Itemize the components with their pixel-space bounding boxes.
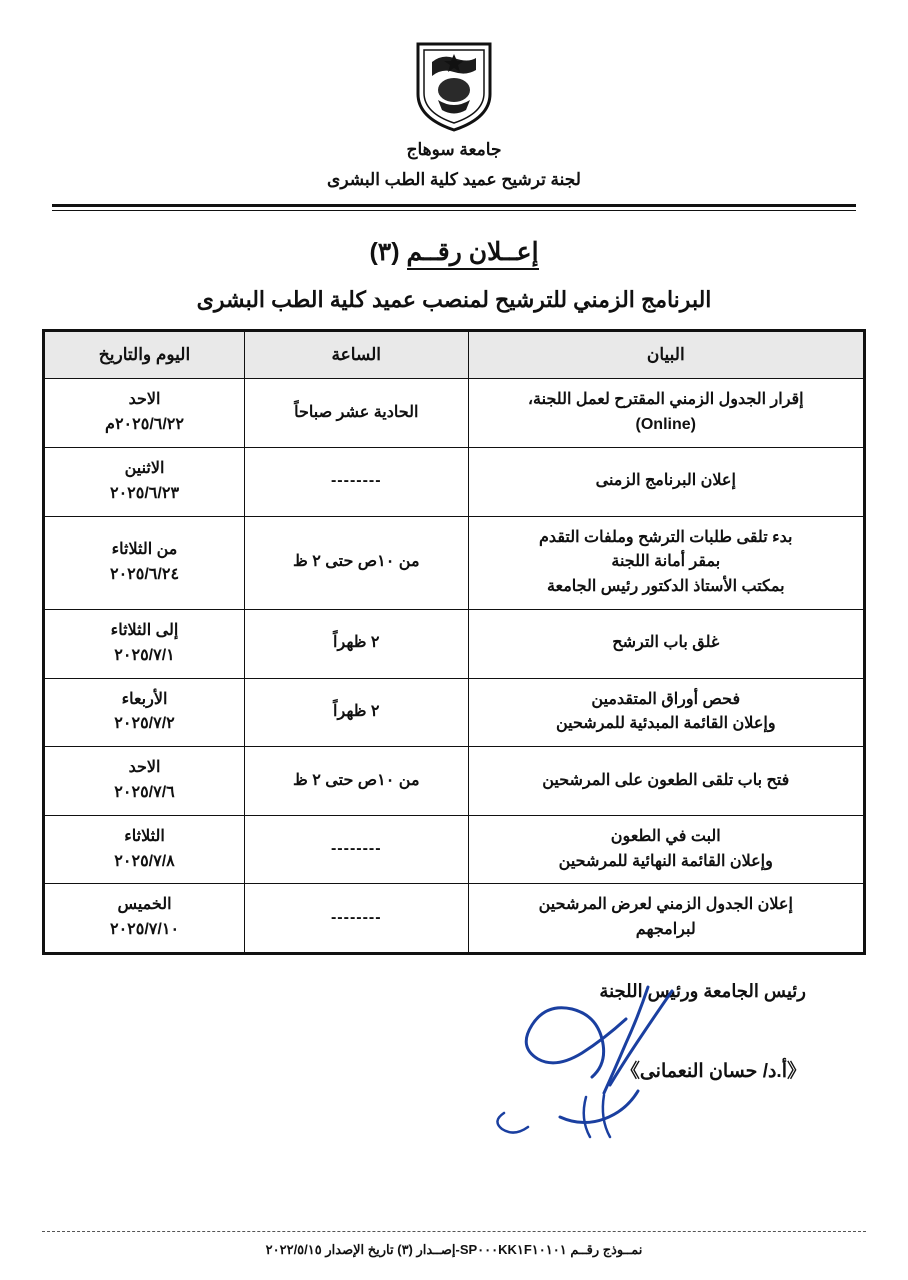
desc-line-2: بمقر أمانة اللجنة bbox=[611, 553, 721, 571]
desc-line-2: لبرامجهم bbox=[635, 921, 696, 939]
cell-date bbox=[44, 747, 245, 816]
header-divider bbox=[52, 204, 856, 211]
cell-time: ٢ ظهراً bbox=[245, 609, 469, 678]
cell-desc bbox=[468, 747, 864, 816]
desc-line-1: بدء تلقى طلبات الترشح وملفات التقدم bbox=[539, 528, 793, 546]
schedule-table bbox=[42, 329, 866, 955]
table-row bbox=[44, 815, 865, 884]
signature-role: رئيس الجامعة ورئيس اللجنة bbox=[599, 980, 806, 1001]
desc-line-2: وإعلان القائمة النهائية للمرشحين bbox=[558, 852, 773, 870]
desc-line-2: وإعلان القائمة المبدئية للمرشحين bbox=[555, 715, 776, 733]
cell-day: الاثنين bbox=[124, 459, 165, 477]
cell-day: الاحد bbox=[128, 391, 161, 409]
footer-divider bbox=[42, 1231, 866, 1232]
announcement-heading bbox=[42, 237, 866, 267]
cell-date-value: ٢٠٢٥/٧/٦ bbox=[114, 783, 175, 801]
cell-desc bbox=[468, 884, 864, 954]
cell-desc bbox=[468, 516, 864, 609]
cell-desc bbox=[468, 678, 864, 747]
column-header-desc: البيان bbox=[468, 331, 864, 379]
table-row bbox=[44, 516, 865, 609]
table-row bbox=[44, 884, 865, 954]
cell-day: إلى الثلاثاء bbox=[110, 621, 179, 639]
announcement-number: (٣) bbox=[369, 238, 400, 266]
table-row bbox=[44, 609, 865, 678]
cell-time: -------- bbox=[245, 815, 469, 884]
cell-date-value: ٢٠٢٥/٧/٢ bbox=[114, 715, 175, 733]
cell-day: الخميس bbox=[117, 896, 172, 914]
cell-day: من الثلاثاء bbox=[111, 540, 178, 558]
cell-desc bbox=[468, 609, 864, 678]
cell-date bbox=[44, 815, 245, 884]
cell-date-value: ٢٠٢٥/٦/٢٤ bbox=[109, 565, 180, 583]
committee-name: لجنة ترشيح عميد كلية الطب البشرى bbox=[327, 170, 581, 189]
cell-desc bbox=[468, 815, 864, 884]
desc-line-1: إقرار الجدول الزمني المقترح لعمل اللجنة، bbox=[527, 391, 804, 409]
table-row bbox=[44, 747, 865, 816]
cell-desc bbox=[468, 379, 864, 448]
cell-time: الحادية عشر صباحاً bbox=[245, 379, 469, 448]
announcement-label: إعــلان رقــم bbox=[407, 238, 539, 270]
cell-date-value: ٢٠٢٥/٦/٢٣ bbox=[109, 484, 180, 502]
cell-time: من ١٠ص حتى ٢ ظ bbox=[245, 747, 469, 816]
desc-line-1: غلق باب الترشح bbox=[612, 634, 720, 652]
desc-line-3: بمكتب الأستاذ الدكتور رئيس الجامعة bbox=[546, 578, 785, 596]
table-row bbox=[44, 379, 865, 448]
desc-line-1: إعلان الجدول الزمني لعرض المرشحين bbox=[538, 896, 793, 914]
desc-line-1: فتح باب تلقى الطعون على المرشحين bbox=[542, 771, 790, 789]
desc-line-1: فحص أوراق المتقدمين bbox=[591, 690, 741, 708]
cell-day: الأربعاء bbox=[121, 690, 168, 708]
logo-container bbox=[42, 0, 866, 134]
column-header-date: اليوم والتاريخ bbox=[44, 331, 245, 379]
cell-desc bbox=[468, 447, 864, 516]
cell-day: الاحد bbox=[128, 759, 161, 777]
cell-date bbox=[44, 379, 245, 448]
column-header-time: الساعة bbox=[245, 331, 469, 379]
cell-date bbox=[44, 678, 245, 747]
desc-line-2: (Online) bbox=[635, 416, 696, 434]
table-header bbox=[44, 331, 865, 379]
desc-line-1: إعلان البرنامج الزمنى bbox=[595, 472, 736, 490]
cell-date bbox=[44, 884, 245, 954]
footer-form-code: نمــوذج رقــم SP٠٠٠KK١F١٠١٠١-إصــدار (٣) تاريخ الإصدار ٢٠٢٢/٥/١٥ bbox=[265, 1242, 643, 1257]
cell-time: ٢ ظهراً bbox=[245, 678, 469, 747]
cell-time: من ١٠ص حتى ٢ ظ bbox=[245, 516, 469, 609]
desc-line-1: البت في الطعون bbox=[610, 827, 721, 845]
cell-day: الثلاثاء bbox=[124, 827, 165, 845]
page-title: البرنامج الزمني للترشيح لمنصب عميد كلية الطب البشرى bbox=[196, 287, 712, 312]
footer bbox=[42, 1231, 866, 1258]
university-name: جامعة سوهاج bbox=[406, 140, 502, 159]
table-row bbox=[44, 678, 865, 747]
cell-date-value: ٢٠٢٥/٧/٨ bbox=[114, 852, 175, 870]
cell-time: -------- bbox=[245, 884, 469, 954]
sohag-university-crest-icon bbox=[408, 38, 500, 134]
cell-date-value: ٢٠٢٥/٦/٢٢م bbox=[105, 416, 184, 434]
cell-date bbox=[44, 516, 245, 609]
cell-date bbox=[44, 609, 245, 678]
cell-date bbox=[44, 447, 245, 516]
signature-block bbox=[42, 981, 866, 1171]
table-row bbox=[44, 447, 865, 516]
signature-name: 《أ.د/ حسان النعمانى》 bbox=[620, 1060, 806, 1082]
cell-date-value: ٢٠٢٥/٧/١ bbox=[114, 646, 175, 664]
cell-time: -------- bbox=[245, 447, 469, 516]
cell-date-value: ٢٠٢٥/٧/١٠ bbox=[109, 921, 180, 939]
table-body bbox=[44, 379, 865, 954]
table-header-row bbox=[44, 331, 865, 379]
